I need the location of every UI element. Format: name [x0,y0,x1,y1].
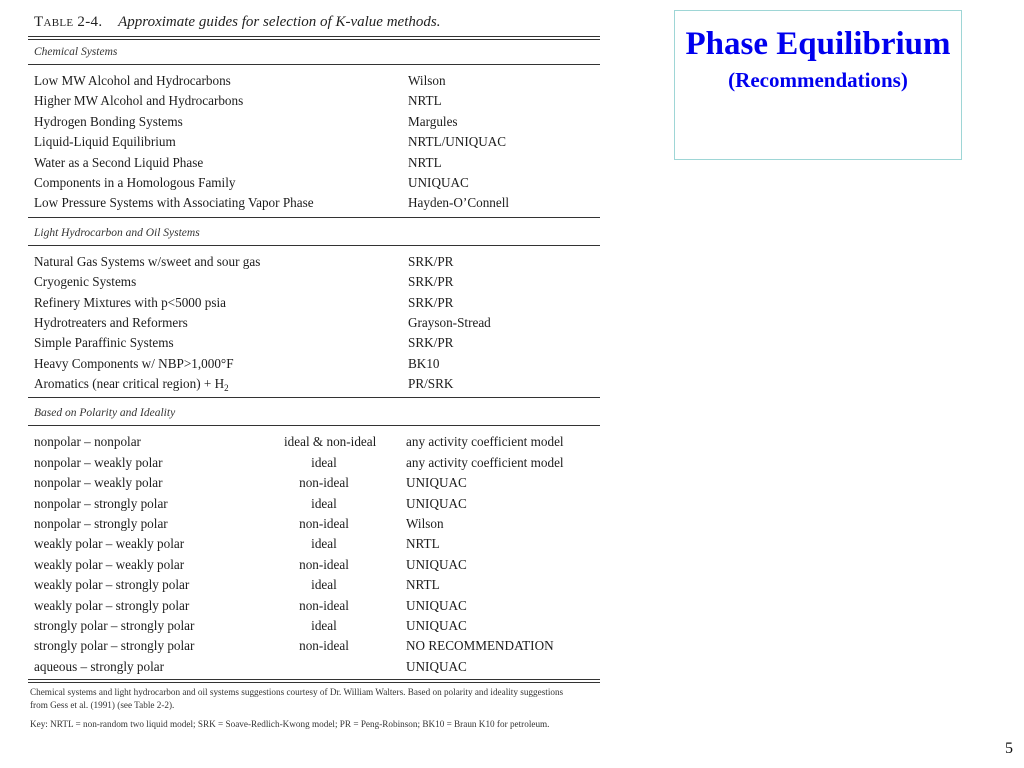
table-row [28,173,600,193]
ideality-cell: ideal [311,536,337,552]
footnote-source: Chemical systems and light hydrocarbon and oil systems suggestions courtesy of Dr. William Walters. Based on polarity and ideality suggestions from Gess et al. (1991) (see Table 2-2). [30,687,564,711]
table-row [28,112,600,132]
method-cell: NRTL/UNIQUAC [408,134,507,150]
method-cell: Margules [408,113,458,129]
system-cell: Low MW Alcohol and Hydrocarbons [34,73,231,88]
section-rule [28,397,600,398]
subscript: 2 [224,383,229,394]
table-row [28,616,600,636]
table-row [28,514,600,534]
method-cell: UNIQUAC [406,556,467,572]
method-cell: BK10 [408,355,440,371]
method-cell: any activity coefficient model [406,454,564,470]
section-light-hydrocarbon [28,252,600,395]
table-row [28,333,600,353]
method-cell: NRTL [406,536,440,552]
section-rule [28,217,600,218]
table-caption [34,10,600,34]
method-cell: NRTL [406,577,440,593]
section-rule [28,425,600,426]
system-cell: Cryogenic Systems [34,274,137,290]
system-cell: Hydrogen Bonding Systems [34,113,183,129]
method-cell: NRTL [408,93,442,109]
system-cell: Low Pressure Systems with Associating Vapor Phase [34,195,314,211]
page-number: 5 [1005,740,1013,757]
table-title: Approximate guides for selection of K-value methods. [118,14,441,30]
system-cell: Simple Paraffinic Systems [34,335,174,351]
method-cell: SRK/PR [408,274,454,290]
method-cell: Wilson [408,73,446,88]
slide-title-box [674,10,962,160]
system-cell: Heavy Components w/ NBP>1,000°F [34,355,234,371]
system-cell: Refinery Mixtures with p<5000 psia [34,294,227,310]
system-cell: nonpolar – strongly polar [34,516,168,532]
system-cell: Components in a Homologous Family [34,174,236,190]
table-row [28,71,600,91]
table-row [28,354,600,374]
table-row [28,596,600,616]
section-rule [28,245,600,246]
system-cell: Liquid-Liquid Equilibrium [34,134,176,150]
table-label: Table 2-4. [34,14,103,30]
table-row [28,272,600,292]
ideality-cell: non-ideal [299,516,349,532]
table-row [28,153,600,173]
method-cell: any activity coefficient model [406,434,564,450]
table-row [28,453,600,473]
table-row [28,293,600,313]
system-cell: strongly polar – strongly polar [34,617,195,633]
system-cell: weakly polar – weakly polar [34,556,185,572]
method-cell: SRK/PR [408,335,454,351]
system-cell: Natural Gas Systems w/sweet and sour gas [34,253,261,269]
method-cell: NO RECOMMENDATION [406,638,554,654]
method-cell: NRTL [408,154,442,170]
ideality-cell: non-ideal [299,597,349,613]
table-row [28,252,600,272]
table-row [28,575,600,595]
method-cell: UNIQUAC [408,174,469,190]
table-row [28,555,600,575]
method-cell: SRK/PR [408,294,454,310]
section-polarity [28,432,600,677]
slide-subtitle: (Recommendations) [728,68,908,92]
ideality-cell: non-ideal [299,475,349,491]
section-title-chemical-systems: Chemical Systems [34,46,118,58]
system-cell: nonpolar – weakly polar [34,475,163,491]
system-cell: nonpolar – strongly polar [34,495,168,511]
ideality-cell: ideal [311,577,337,593]
table-row [28,636,600,656]
system-cell: Higher MW Alcohol and Hydrocarbons [34,93,244,109]
method-cell: UNIQUAC [406,597,467,613]
system-cell: strongly polar – strongly polar [34,638,195,654]
bottom-rule [28,679,600,683]
system-cell: nonpolar – weakly polar [34,454,163,470]
k-value-table [28,10,600,731]
slide-title: Phase Equilibrium [685,26,951,62]
table-row [28,91,600,111]
ideality-cell: ideal [311,495,337,511]
system-cell: weakly polar – strongly polar [34,597,190,613]
system-text: Aromatics (near critical region) + H [34,376,225,392]
system-cell: Hydrotreaters and Reformers [34,314,188,330]
table-row [28,473,600,493]
table-row [28,132,600,152]
ideality-cell: ideal & non-ideal [284,434,377,450]
method-cell: SRK/PR [408,253,454,269]
system-cell: aqueous – strongly polar [34,658,165,674]
method-cell: UNIQUAC [406,475,467,491]
section-rule [28,64,600,65]
table-row [28,534,600,554]
section-title-polarity: Based on Polarity and Ideality [34,407,176,420]
ideality-cell: ideal [311,454,337,470]
system-cell [34,374,229,394]
system-cell: weakly polar – weakly polar [34,536,185,552]
table-row [28,193,600,213]
method-cell: UNIQUAC [406,617,467,633]
system-cell: Water as a Second Liquid Phase [34,154,204,170]
table-row [28,374,600,394]
table-row [28,494,600,514]
section-title-light-hydrocarbon: Light Hydrocarbon and Oil Systems [34,226,200,239]
system-cell: nonpolar – nonpolar [34,434,141,450]
method-cell: Hayden-O’Connell [408,195,510,211]
ideality-cell: non-ideal [299,638,349,654]
table-row [28,657,600,677]
footnote-key: Key: NRTL = non-random two liquid model; SRK = Soave-Redlich-Kwong model; PR = Peng-Robinson; BK10 = Braun K10 for petroleum. [30,719,550,730]
system-cell: weakly polar – strongly polar [34,577,190,593]
table-row [28,313,600,333]
method-cell: Grayson-Stread [408,314,491,330]
method-cell: Wilson [406,516,444,532]
method-cell: PR/SRK [408,376,454,392]
ideality-cell: ideal [311,617,337,633]
method-cell: UNIQUAC [406,658,467,674]
section-chemical-systems [28,71,600,214]
ideality-cell: non-ideal [299,556,349,572]
table-row [28,432,600,452]
top-rule [28,36,600,40]
method-cell: UNIQUAC [406,495,467,511]
